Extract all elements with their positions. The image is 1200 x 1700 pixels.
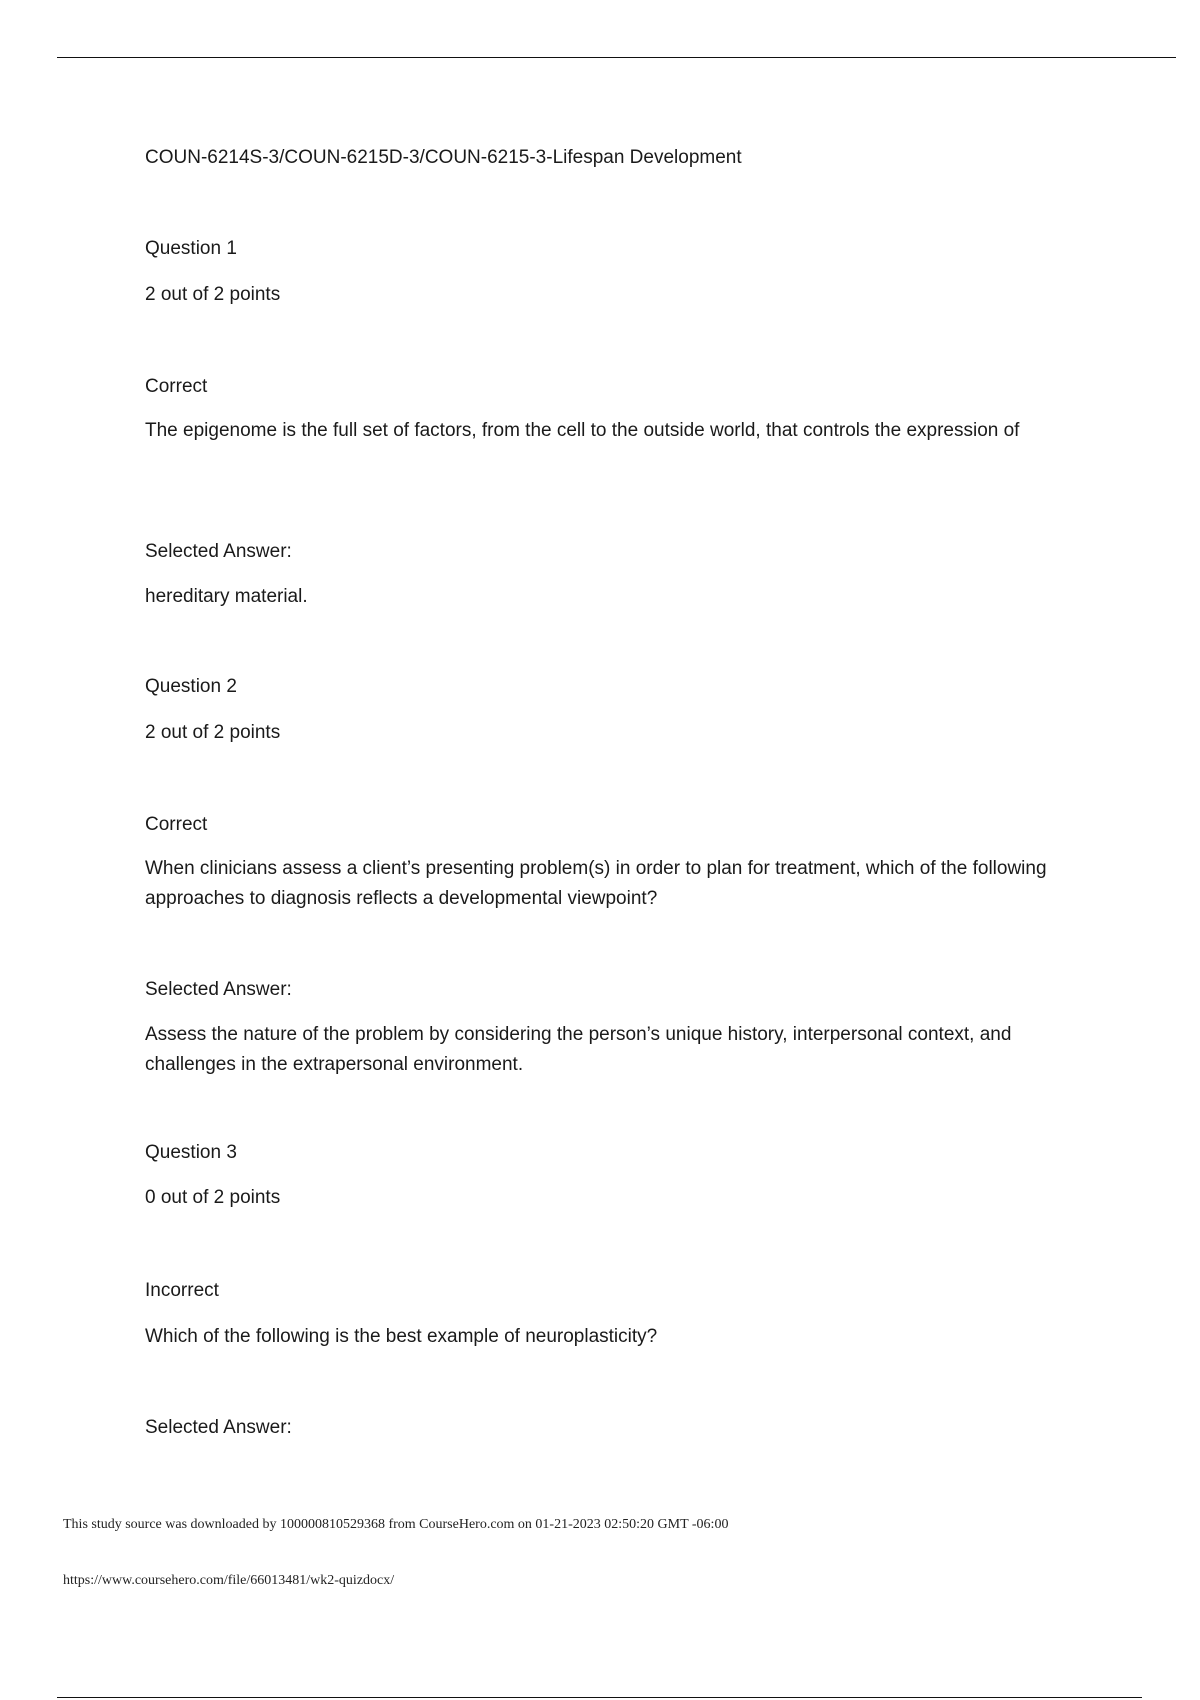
question-2-selected-answer: Assess the nature of the problem by considering the person’s unique history, interpersonal context, and challenges in the extrapersonal environment. [145,1024,1012,1075]
question-2-status: Correct [145,814,208,835]
question-3-prompt: Which of the following is the best example of neuroplasticity? [145,1326,658,1347]
question-3-status: Incorrect [145,1280,219,1301]
question-2-points: 2 out of 2 points [145,722,281,743]
question-1-status: Correct [145,376,208,397]
question-2-prompt: When clinicians assess a client’s presenting problem(s) in order to plan for treatment, which of the following approaches to diagnosis reflects a developmental viewpoint? [145,858,1047,909]
question-3-selected-label: Selected Answer: [145,1417,292,1438]
question-1-prompt: The epigenome is the full set of factors, from the cell to the outside world, that controls the expression of [145,420,1020,441]
question-1-selected-label: Selected Answer: [145,541,292,562]
download-notice: This study source was downloaded by 100000810529368 from CourseHero.com on 01-21-2023 02:50:20 GMT -06:00 [63,1517,729,1532]
source-url[interactable]: https://www.coursehero.com/file/66013481/wk2-quizdocx/ [63,1573,395,1588]
question-2-label: Question 2 [145,676,237,697]
question-1-selected-answer: hereditary material. [145,586,308,607]
question-2-selected-label: Selected Answer: [145,979,292,1000]
question-1-label: Question 1 [145,238,237,259]
question-1-points: 2 out of 2 points [145,284,281,305]
question-3-label: Question 3 [145,1142,237,1163]
course-title: COUN-6214S-3/COUN-6215D-3/COUN-6215-3-Lifespan Development [145,147,742,168]
question-3-points: 0 out of 2 points [145,1187,281,1208]
bottom-divider [57,1697,1142,1698]
top-divider [57,57,1176,58]
